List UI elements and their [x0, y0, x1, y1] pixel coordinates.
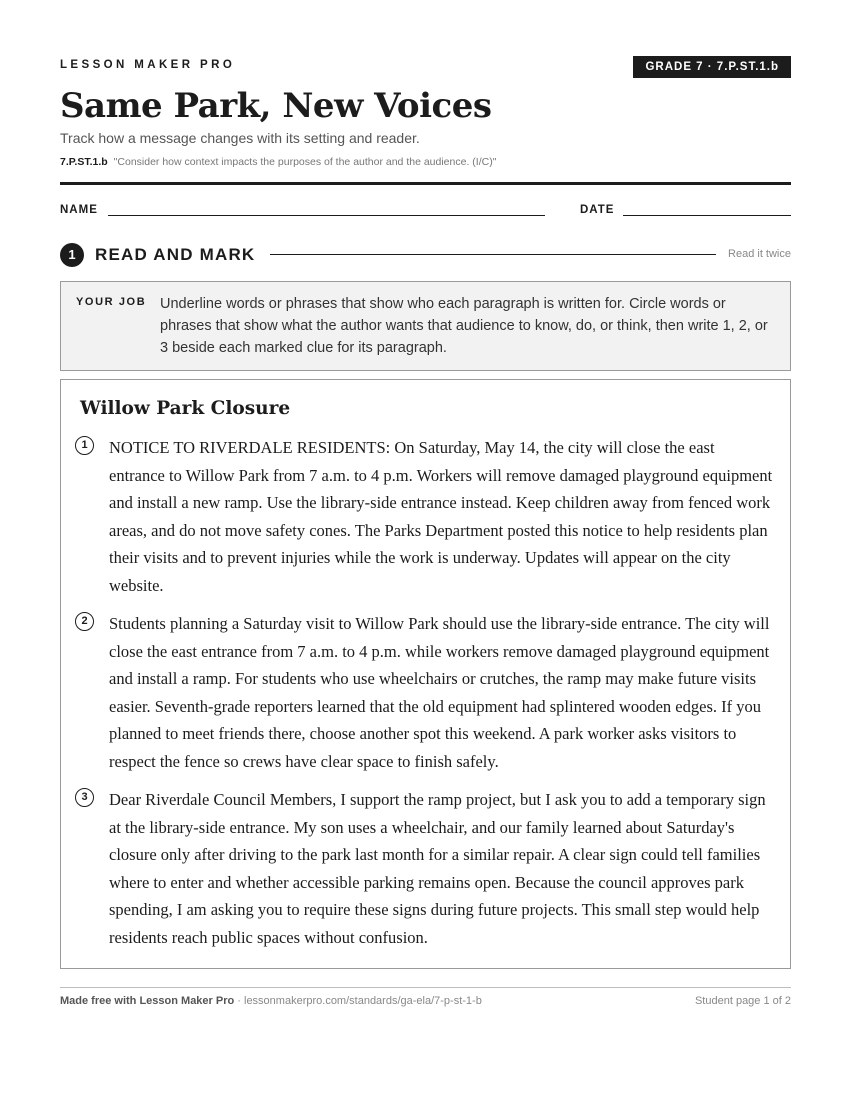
- footer-credit: [60, 995, 482, 1007]
- name-date-row: [60, 204, 791, 220]
- page-title: Same Park, New Voices: [60, 86, 492, 126]
- paragraph-number: 2: [75, 612, 94, 631]
- footer-divider: [60, 987, 791, 988]
- footer-url[interactable]: lessonmakerpro.com/standards/ga-ela/7-p-st-1-b: [244, 995, 482, 1007]
- section-title: READ AND MARK: [95, 245, 256, 264]
- paragraph-text: Students planning a Saturday visit to Willow Park should use the library-side entrance. The city will close the east entrance from 7 a.m. to 4 p.m. while workers remove damaged playground equipment and install a ramp. For students who use wheelchairs or crutches, the ramp may make future visits easier. Seventh-grade reporters learned that the old equipment had splintered wooden edges. If you planned to meet friends there, choose another spot this weekend. A park worker asks visitors to respect the fence so crews have clear space to finish safely.: [109, 614, 770, 771]
- instructions-text: Underline words or phrases that show who each paragraph is written for. Circle words or phrases that show what the author wants that audience to know, do, or think, then write 1, 2, or 3 beside each marked clue for its paragraph.: [160, 296, 768, 356]
- section-note: Read it twice: [728, 248, 791, 260]
- date-field[interactable]: [623, 215, 791, 216]
- page-number: Student page 1 of 2: [694, 995, 791, 1007]
- paragraph-number: 3: [75, 788, 94, 807]
- passage-box: [60, 379, 791, 969]
- standard-text: "Consider how context impacts the purposes of the author and the audience. (I/C)": [113, 156, 497, 168]
- instructions-label: YOUR JOB: [76, 296, 147, 308]
- standard-line: [60, 156, 496, 168]
- section-header: [60, 243, 791, 267]
- name-field[interactable]: [108, 215, 545, 216]
- top-bar: [60, 56, 791, 80]
- paragraph-text: Dear Riverdale Council Members, I support the ramp project, but I ask you to add a temporary sign at the library-side entrance. My son uses a wheelchair, and our family learned about Saturday's closure only after driving to the park last month for a similar repair. A clear sign could tell families where to enter and whether accessible parking remains open. Because the council approves park spending, I am asking you to require these signs during future projects. This small step would help residents reach public spaces without confusion.: [109, 790, 766, 947]
- step-number-badge: 1: [60, 243, 84, 267]
- passage-title: Willow Park Closure: [80, 398, 291, 419]
- grade-badge: GRADE 7 · 7.P.ST.1.b: [633, 56, 791, 78]
- footer: [60, 995, 791, 1009]
- page-subtitle: Track how a message changes with its setting and reader.: [60, 130, 420, 146]
- paragraph-number: 1: [75, 436, 94, 455]
- footer-made-with: Made free with Lesson Maker Pro: [60, 995, 235, 1007]
- paragraph-text: NOTICE TO RIVERDALE RESIDENTS: On Saturday, May 14, the city will close the east entrance to Willow Park from 7 a.m. to 4 p.m. Workers will remove damaged playground equipment and install a new ramp. Use the library-side entrance instead. Keep children away from fenced work areas, and do not move safety cones. The Parks Department posted this notice to help residents plan their visits and to prevent injuries while the work is underway. Updates will appear on the city website.: [109, 438, 773, 595]
- header-divider: [60, 182, 791, 185]
- brand-name: LESSON MAKER PRO: [60, 59, 236, 71]
- standard-code: 7.P.ST.1.b: [60, 156, 108, 168]
- name-label: NAME: [60, 204, 98, 216]
- section-divider: [270, 254, 716, 255]
- date-label: DATE: [580, 204, 615, 216]
- instructions-box: [60, 281, 791, 371]
- footer-separator: ·: [234, 995, 244, 1007]
